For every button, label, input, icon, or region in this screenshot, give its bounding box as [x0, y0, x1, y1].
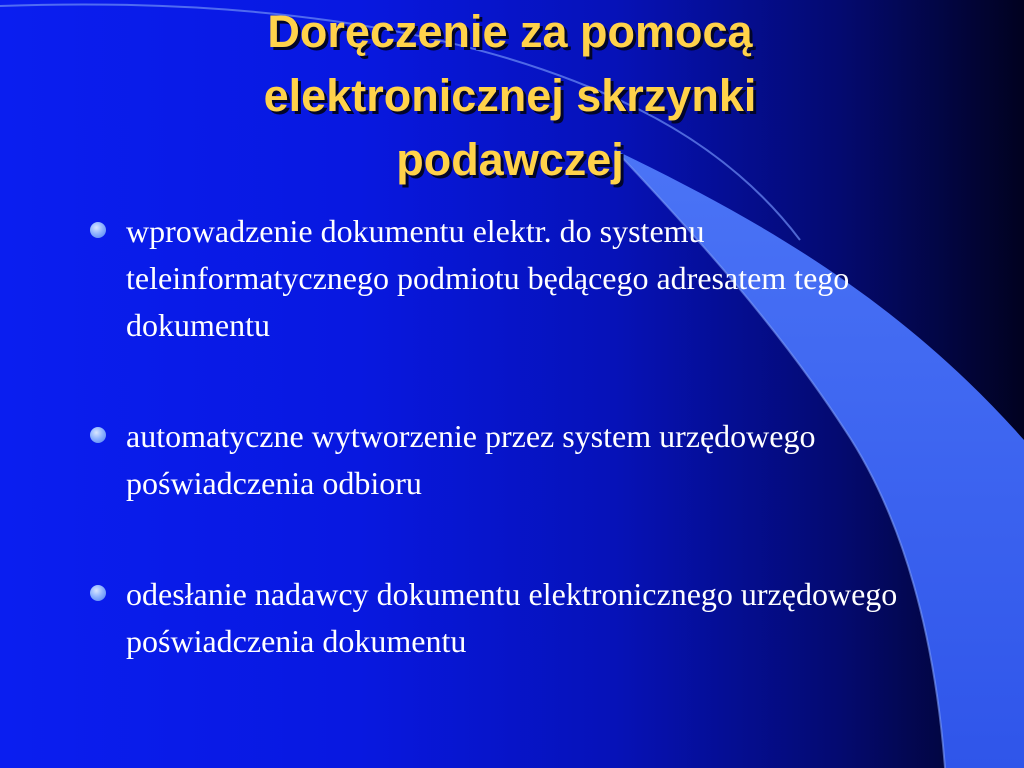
bullet-item — [88, 571, 908, 665]
bullet-list — [88, 208, 908, 729]
bullet-dot-icon — [90, 427, 106, 443]
bullet-dot-icon — [90, 585, 106, 601]
bullet-item — [88, 413, 908, 507]
bullet-dot-icon — [90, 222, 106, 238]
slide-title: Doręczenie za pomocą elektronicznej skrzynki podawczej — [263, 6, 757, 185]
bullet-text: automatyczne wytworzenie przez system urzędowego poświadczenia odbioru — [126, 418, 816, 501]
bullet-text: odesłanie nadawcy dokumentu elektronicznego urzędowego poświadczenia dokumentu — [126, 576, 898, 659]
bullet-text: wprowadzenie dokumentu elektr. do systemu teleinformatycznego podmiotu będącego adresatem tego dokumentu — [126, 213, 850, 343]
bullet-item — [88, 208, 908, 349]
